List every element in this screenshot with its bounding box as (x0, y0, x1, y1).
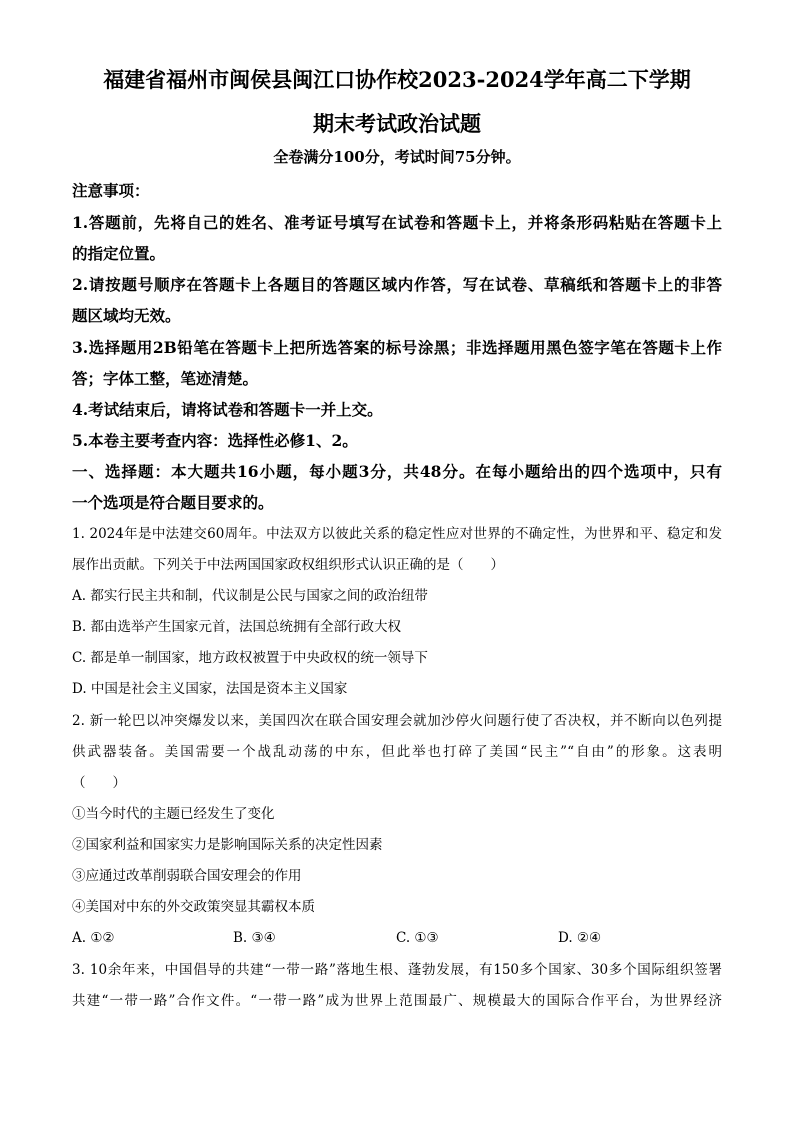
question-1-option-d: D. 中国是社会主义国家，法国是资本主义国家 (72, 681, 348, 697)
question-2-statement: ④美国对中东的外交政策突显其霸权本质 (72, 899, 315, 915)
question-3-stem-line1: 3. 10余年来，中国倡导的共建“一带一路”落地生根、蓬勃发展，有150多个国家、30多个国际组织签署 (72, 962, 722, 978)
note-line: 5.本卷主要考查内容：选择性必修1、2。 (72, 431, 358, 450)
question-1-option-b: B. 都由选举产生国家元首，法国总统拥有全部行政大权 (72, 619, 402, 635)
note-line: 答；字体工整，笔迹清楚。 (72, 369, 259, 388)
note-line: 题区域均无效。 (72, 306, 181, 325)
question-2-statement: ③应通过改革削弱联合国安理会的作用 (72, 868, 302, 884)
question-2-option-c: C. ①③ (396, 930, 439, 946)
question-1-option-a: A. 都实行民主共和制，代议制是公民与国家之间的政治纽带 (72, 588, 428, 604)
section-heading-line2: 一个选项是符合题目要求的。 (72, 493, 274, 512)
note-line: 3.选择题用2B铅笔在答题卡上把所选答案的标号涂黑；非选择题用黑色签字笔在答题卡上作 (72, 338, 722, 357)
note-line: 的指定位置。 (72, 244, 166, 263)
question-2-option-d: D. ②④ (558, 930, 602, 946)
section-heading-line1: 一、选择题：本大题共16小题，每小题3分，共48分。在每小题给出的四个选项中，只有 (72, 462, 722, 481)
question-2-statement: ①当今时代的主题已经发生了变化 (72, 806, 275, 822)
question-2-statement: ②国家利益和国家实力是影响国际关系的决定性因素 (72, 837, 383, 853)
question-1-stem-line2: 展作出贡献。下列关于中法两国国家政权组织形式认识正确的是（ ） (72, 557, 504, 573)
exam-title-line2: 期末考试政治试题 (313, 111, 481, 136)
question-2-option-b: B. ③④ (233, 930, 276, 946)
question-2-stem-line2: 供武器装备。美国需要一个战乱动荡的中东，但此举也打碎了美国“民主”“自由”的形象。这表明 (72, 744, 722, 760)
question-2-option-a: A. ①② (72, 930, 115, 946)
question-1-stem-line1: 1. 2024年是中法建交60周年。中法双方以彼此关系的稳定性应对世界的不确定性，为世界和平、稳定和发 (72, 526, 722, 542)
note-line: 1.答题前，先将自己的姓名、准考证号填写在试卷和答题卡上，并将条形码粘贴在答题卡上 (72, 213, 722, 232)
note-line: 2.请按题号顺序在答题卡上各题目的答题区域内作答，写在试卷、草稿纸和答题卡上的非答 (72, 275, 722, 294)
notes-heading: 注意事项： (72, 181, 150, 200)
exam-subtitle: 全卷满分100分，考试时间75分钟。 (273, 148, 521, 166)
question-3-stem-line2: 共建“一带一路”合作文件。“一带一路”成为世界上范围最广、规模最大的国际合作平台，为世界经济 (72, 993, 722, 1009)
exam-title-line1: 福建省福州市闽侯县闽江口协作校2023-2024学年高二下学期 (103, 67, 691, 92)
question-2-stem-line3: （ ） (72, 775, 126, 791)
question-1-option-c: C. 都是单一制国家，地方政权被置于中央政权的统一领导下 (72, 650, 428, 666)
question-2-stem-line1: 2. 新一轮巴以冲突爆发以来，美国四次在联合国安理会就加沙停火问题行使了否决权，并不断向以色列提 (72, 713, 722, 729)
note-line: 4.考试结束后，请将试卷和答题卡一并上交。 (72, 400, 383, 419)
